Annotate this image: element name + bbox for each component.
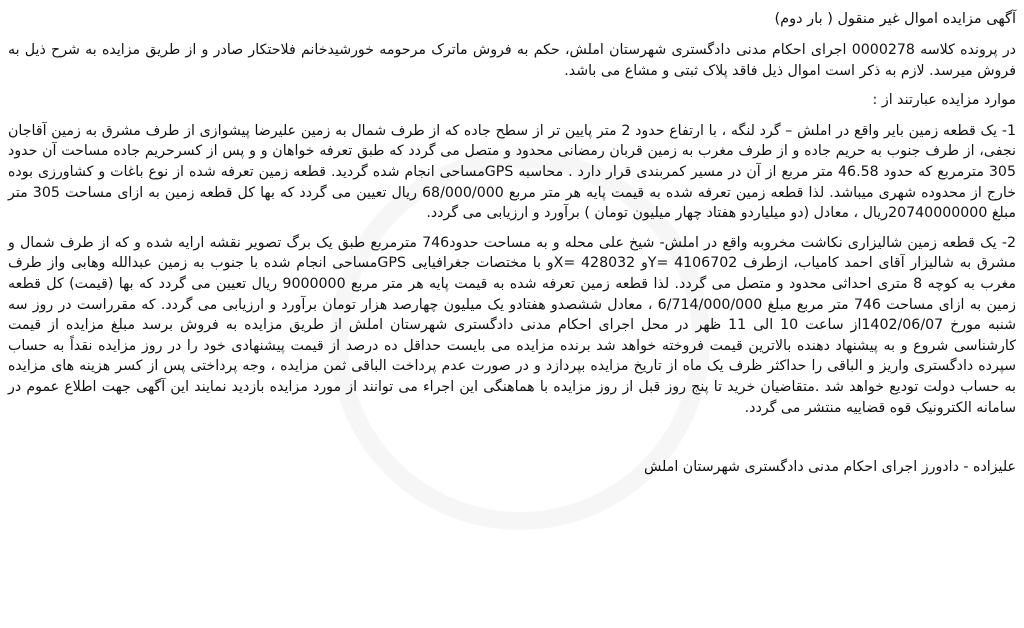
signature-line: علیزاده - دادورز اجرای احکام مدنی دادگستری شهرستان املش (643, 459, 1016, 476)
auction-item-1: 1- یک قطعه زمین بایر واقع در املش – گرد لنگه ، با ارتفاع حدود 2 متر پایین تر از سطح جاده که از طرف شمال به زمین علیرضا پیشوازی از طرف مشرق به زمین آقاجان نجفی، از طرف جنوب به حریم جاده و از طرف مغرب به زمین قربان رمضانی محدود و متصل می گردد که طبق تعرفه خواهان و و پس از کسرحریم جاده مساحت آن حدود 305 مترمربع که حدود 46.58 متر مربع از آن در مسیر کمربندی قرار دارد . محاسبه GPSمساحی انجام شده گردید. قطعه زمین تعرفه شده از نوع باغات و کشاورزی بوده خارج از محدوده شهری میباشد. لذا قطعه زمین تعرفه شده به قیمت پایه هر متر مربع 68/000/000 ریال تعیین می گردد که بها کل قطعه زمین به ازای مساحت 305 متر مبلغ 20740000000ریال ، معادل (دو میلیاردو هفتاد چهار میلیون تومان ) برآورد و ارزیابی می گردد. (8, 122, 1017, 222)
auction-item-2: 2- یک قطعه زمین شالیزاری نکاشت مخروبه واقع در املش- شیخ علی محله و به مساحت حدود746 مترمربع طبق یک برگ تصویر نقشه ارایه شده و که از طرف شمال و مشرق به شالیزار آقای احمد کامیاب، ازطرف Y= 4106702و X= 428032و با مختصات جغرافیایی GPSمساحی انجام شده با جنوب به زمین عبدالله وهابی واز طرف مغرب به کوچه 8 متری احداثی محدود و متصل می گردد. لذا قطعه زمین تعرفه شده به قیمت پایه هر متر مربع 9000000 ریال تعیین می گردد که بها (قیمت) کل قطعه زمین به ازای مساحت 746 متر مربع مبلغ 6/714/000/000 ، معادل ششصدو هفتادو یک میلیون چهارصد هزار تومان برآورد و ارزیابی می گردد. که مقرراست در روز سه شنبه مورخ 1402/06/07از ساعت 10 الی 11 ظهر در محل اجرای احکام مدنی دادگستری شهرستان املش از طریق مزایده به فروش برسد مبلغ مزایده از قیمت کارشناسی شروع و به پیشنهاد دهنده بالاترین قیمت فروخته خواهد شد برنده مزایده می بایست حداقل ده درصد از قیمت پیشنهادی خود را در روز مزایده نقداً به حساب سپرده دادگستری واریز و الباقی را حداکثر ظرف یک ماه از تاریخ مزایده بپردازد و در صورت عدم پرداخت الباقی ثمن مزایده ، وجه پرداختی پس از کسر هزینه های مزایده به حساب دولت تودیع خواهد شد .متقاضیان خرید تا پنج روز قبل از روز مزایده با هماهنگی این اجراء می توانند از مورد مزایده بازدید نمایند این آگهی جهت اطلاع عموم در سامانه الکترونیک قوه قضاییه منتشر می گردد. (8, 234, 1017, 416)
notice-title: آگهی مزایده اموال غیر منقول ( بار دوم) (774, 11, 1016, 27)
notice-intro: در پرونده کلاسه 0000278 اجرای احکام مدنی دادگستری شهرستان املش، حکم به فروش ماترک مرحومه خورشیدخانم فلاحتکار صادر و از طریق مزایده به شرح ذیل به فروش میرسد. لازم به ذکر است اموال ذیل فاقد پلاک ثبتی و مشاع می باشد. (8, 42, 1016, 79)
items-heading: موارد مزایده عبارتند از : (872, 92, 1016, 109)
